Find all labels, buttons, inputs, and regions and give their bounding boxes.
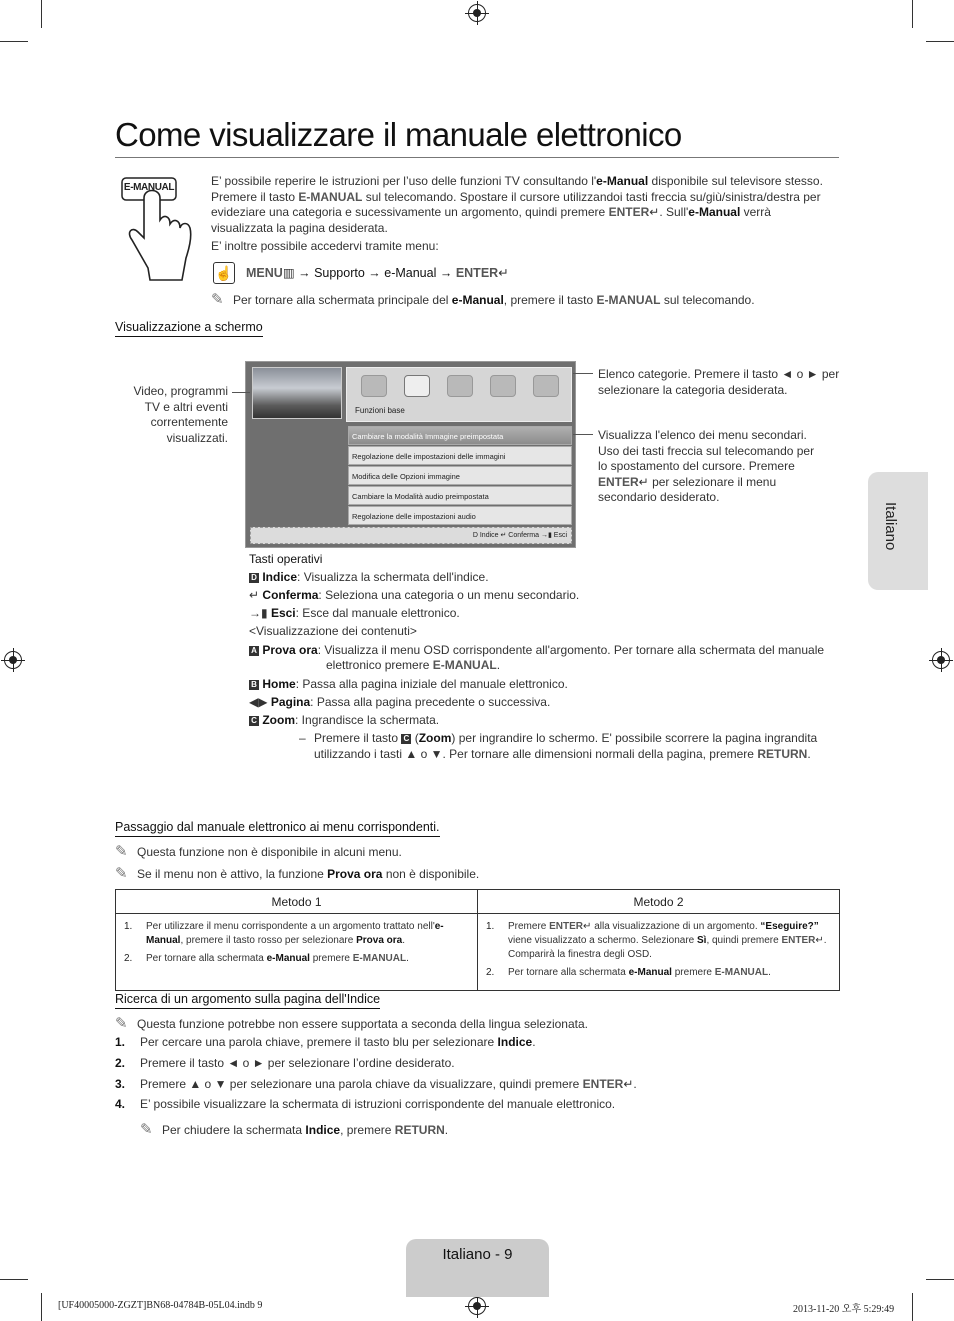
crop-mark bbox=[41, 1293, 42, 1321]
key-conferma: ↵ Conferma: Seleziona una categoria o un menu secondario. bbox=[249, 588, 580, 602]
section-heading-passaggio: Passaggio dal manuale elettronico ai menu corrispondenti. bbox=[115, 820, 440, 837]
submenu-item: Modifica delle Opzioni immagine bbox=[348, 466, 572, 485]
a-key-icon: A bbox=[249, 646, 259, 656]
registration-mark-icon bbox=[932, 651, 950, 669]
category-icon bbox=[490, 375, 516, 397]
category-icon bbox=[533, 375, 559, 397]
language-side-tab: Italiano bbox=[868, 472, 928, 590]
footer-file-info: [UF40005000-ZGZT]BN68-04784B-05L04.indb 9 bbox=[58, 1300, 263, 1311]
keys-title: Tasti operativi bbox=[249, 552, 323, 566]
key-prova-ora: A Prova ora: Visualizza il menu OSD corrispondente all'argomento. Per tornare alla schermata del manuale bbox=[249, 643, 839, 659]
c-key-icon: C bbox=[401, 734, 411, 744]
ricerca-note: ✎ Questa funzione potrebbe non essere supportata a seconda della lingua selezionata. bbox=[115, 1015, 588, 1032]
crop-mark bbox=[912, 0, 913, 28]
enter-icon: ↵ bbox=[815, 935, 824, 946]
registration-mark-icon bbox=[468, 1297, 486, 1315]
metodo-1-cell: 1. Per utilizzare il menu corrispondente a un argomento trattato nell'e-Manual, premere il tasto rosso per selezionare Prova ora. 2. Per tornare alla schermata e-Manual premere E-MANUAL. bbox=[116, 914, 478, 991]
submenu-item: Cambiare la Modalità audio preimpostata bbox=[348, 486, 572, 505]
intro-paragraph: E’ possibile reperire le istruzioni per l’uso delle funzioni TV consultando l'e-Manual disponibile sul televisore stesso. Premere il tasto E-MANUAL sul telecomando. Spostare il cursore utilizzandoi tasti freccia su/giù/sinistra/destra per evideziare una categoria e sucessivamente un argomento, quindi premere ENTER↵. Sull'e-Manual verrà visualizzata la pagina desiderata. bbox=[211, 174, 823, 235]
intro-paragraph-2: E’ inoltre possibile accedervi tramite menu: bbox=[211, 239, 439, 253]
passaggio-note-1: ✎ Questa funzione non è disponibile in alcuni menu. bbox=[115, 843, 402, 860]
crop-mark bbox=[41, 0, 42, 28]
submenu-item: Regolazione delle impostazioni delle immagini bbox=[348, 446, 572, 465]
key-pagina: ◀▶ Pagina: Passa alla pagina precedente o successiva. bbox=[249, 695, 551, 709]
key-home: B Home: Passa alla pagina iniziale del manuale elettronico. bbox=[249, 677, 568, 693]
note-pencil-icon: ✎ bbox=[115, 843, 128, 860]
metodo-2-cell: 1. Premere ENTER↵ alla visualizzazione di un argomento. “Eseguire?” viene visualizzato a schermo. Selezionare Sì, quindi premere ENTER↵. Comparirà la finestra degli OSD. 2. Per tornare alla schermata e-Manual premere E-MANUAL. bbox=[478, 914, 840, 991]
ricerca-step-1: 1. Per cercare una parola chiave, premere il tasto blu per selezionare Indice. bbox=[115, 1035, 536, 1049]
registration-mark-icon bbox=[4, 651, 22, 669]
passaggio-note-2: ✎ Se il menu non è attivo, la funzione Prova ora non è disponibile. bbox=[115, 865, 480, 882]
registration-mark-icon bbox=[468, 4, 486, 22]
note-pencil-icon: ✎ bbox=[140, 1121, 153, 1138]
col-header-metodo-2: Metodo 2 bbox=[478, 890, 840, 914]
footer-timestamp: 2013-11-20 오후 5:29:49 bbox=[793, 1304, 895, 1315]
col-header-metodo-1: Metodo 1 bbox=[116, 890, 478, 914]
note-pencil-icon: ✎ bbox=[211, 291, 224, 308]
crop-mark bbox=[926, 1279, 954, 1280]
ricerca-step-4: 4. E’ possibile visualizzare la schermata di istruzioni corrispondente del manuale elettronico. bbox=[115, 1097, 616, 1111]
c-key-icon: C bbox=[249, 716, 259, 726]
enter-icon: ↵ bbox=[649, 205, 660, 219]
exit-icon: →▮ bbox=[249, 606, 268, 620]
leader-line bbox=[573, 373, 593, 374]
crop-mark bbox=[926, 41, 954, 42]
enter-icon: ↵ bbox=[249, 588, 260, 602]
e-manual-button-label: E-MANUAL bbox=[123, 182, 175, 193]
contents-heading: <Visualizzazione dei contenuti> bbox=[249, 624, 417, 638]
submenu-list bbox=[348, 426, 572, 526]
key-esci: →▮ Esci: Esce dal manuale elettronico. bbox=[249, 606, 460, 620]
d-key-icon: D bbox=[249, 573, 259, 583]
leader-line bbox=[232, 392, 250, 393]
key-zoom: C Zoom: Ingrandisce la schermata. bbox=[249, 713, 439, 729]
zoom-dash: – bbox=[299, 731, 306, 745]
key-prova-ora-cont: elettronico premere E-MANUAL. bbox=[326, 658, 501, 672]
page-title: Come visualizzare il manuale elettronico bbox=[115, 116, 682, 153]
menu-path: MENU▥ → Supporto → e-Manual → ENTER↵ bbox=[246, 266, 509, 280]
tv-screen-illustration bbox=[245, 361, 576, 548]
leader-line bbox=[573, 434, 593, 435]
submenu-item: Regolazione delle impostazioni audio bbox=[348, 506, 572, 525]
hand-press-icon bbox=[120, 176, 198, 284]
enter-icon: ↵ bbox=[498, 266, 509, 280]
category-icon-selected bbox=[404, 375, 430, 397]
left-callout: Video, programmi TV e altri eventi correntemente visualizzati. bbox=[133, 384, 228, 445]
zoom-subnote: Premere il tasto C (Zoom) per ingrandire lo schermo. E' possibile scorrere la pagina ingrandita utilizzando i tasti ▲ o ▼. Per tornare alle dimensioni normali della pagina, premere RETURN. bbox=[314, 731, 818, 761]
crop-mark bbox=[0, 1279, 28, 1280]
section-heading-screen: Visualizzazione a schermo bbox=[115, 320, 263, 337]
category-bar bbox=[346, 367, 572, 422]
right-callout-submenu: Visualizza l'elenco dei menu secondari. Uso dei tasti freccia sul telecomando per lo spostamento del cursore. Premere ENTER↵ per selezionare il menu secondario desiderato. bbox=[598, 428, 815, 504]
enter-icon: ↵ bbox=[623, 1077, 634, 1091]
key-indice: D Indice: Visualizza la schermata dell'indice. bbox=[249, 570, 489, 586]
category-label: Funzioni base bbox=[355, 406, 405, 415]
section-heading-ricerca: Ricerca di un argomento sulla pagina dell'Indice bbox=[115, 992, 380, 1009]
enter-icon: ↵ bbox=[638, 474, 649, 489]
intro-note: ✎ Per tornare alla schermata principale del e-Manual, premere il tasto E-MANUAL sul telecomando. bbox=[211, 291, 755, 308]
menu-icon: ▥ bbox=[282, 266, 295, 280]
left-right-arrows-icon: ◀▶ bbox=[249, 695, 268, 709]
b-key-icon: B bbox=[249, 680, 259, 690]
crop-mark bbox=[912, 1293, 913, 1321]
methods-table bbox=[115, 889, 840, 991]
category-icon bbox=[447, 375, 473, 397]
remote-hand-icon: ☝ bbox=[213, 262, 235, 284]
ricerca-step-2: 2. Premere il tasto ◄ o ► per selezionare l’ordine desiderato. bbox=[115, 1056, 455, 1070]
video-thumbnail bbox=[252, 367, 342, 419]
category-icon bbox=[361, 375, 387, 397]
note-pencil-icon: ✎ bbox=[115, 1015, 128, 1032]
enter-icon: ↵ bbox=[583, 921, 592, 932]
key-guide-bar: D Indice ↵ Conferma →▮ Esci bbox=[250, 527, 572, 544]
note-pencil-icon: ✎ bbox=[115, 865, 128, 882]
submenu-item: Cambiare la modalità Immagine preimpostata bbox=[348, 426, 572, 445]
crop-mark bbox=[0, 41, 28, 42]
ricerca-step-3: 3. Premere ▲ o ▼ per selezionare una parola chiave da visualizzare, quindi premere ENTER↵. bbox=[115, 1077, 637, 1091]
ricerca-note-2: ✎ Per chiudere la schermata Indice, premere RETURN. bbox=[140, 1121, 449, 1138]
page-number-box: Italiano - 9 bbox=[406, 1239, 549, 1297]
title-rule bbox=[115, 157, 839, 158]
right-callout-categories: Elenco categorie. Premere il tasto ◄ o ► per selezionare la categoria desiderata. bbox=[598, 367, 840, 397]
